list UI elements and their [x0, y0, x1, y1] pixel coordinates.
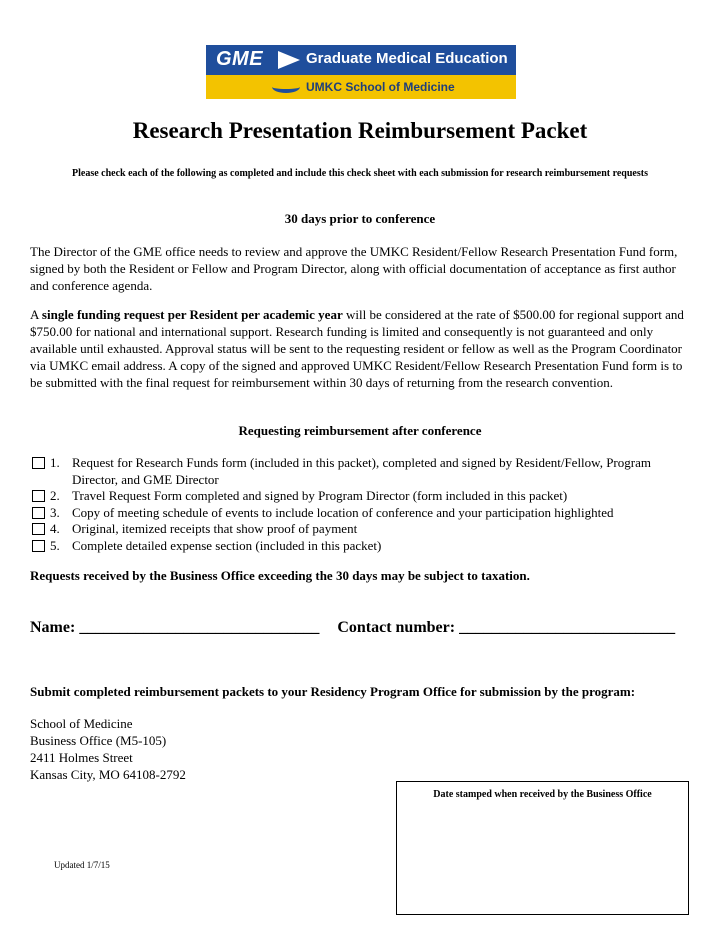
date-stamp-label: Date stamped when received by the Business Office: [433, 789, 652, 800]
checklist-item: [32, 488, 692, 505]
gme-logo: [206, 45, 516, 99]
checkbox[interactable]: [32, 523, 45, 535]
address-line: School of Medicine: [30, 716, 133, 731]
logo-top-band: [206, 45, 516, 75]
checklist-text: Request for Research Funds form (included in this packet), completed and signed by Resident/Fellow, Program Director, and GME Director: [72, 455, 651, 487]
address-line: Kansas City, MO 64108-2792: [30, 767, 186, 782]
page-subtitle: Please check each of the following as completed and include this check sheet with each submission for research reimbursement requests: [72, 168, 648, 179]
logo-school: UMKC School of Medicine: [306, 80, 455, 94]
address-line: Business Office (M5-105): [30, 733, 167, 748]
paragraph-funding-bold: single funding request per Resident per academic year: [41, 307, 343, 322]
contact-number-field[interactable]: Contact number: ___________________________: [337, 619, 676, 636]
checklist-number: 1.: [50, 455, 60, 470]
submit-instructions: Submit completed reimbursement packets to your Residency Program Office for submission by the program:: [30, 684, 636, 699]
paragraph-funding: [30, 306, 695, 391]
checklist-item: [32, 455, 692, 488]
checkbox[interactable]: [32, 507, 45, 519]
address-line: 2411 Holmes Street: [30, 750, 133, 765]
section-heading-prior: 30 days prior to conference: [284, 211, 436, 226]
logo-bottom-band: [206, 75, 516, 99]
paragraph-funding-rest: will be considered at the rate of $500.00 for regional support and $750.00 for national and international support. Research funding is limited and consequently is not guaranteed and only available until exhausted. Approval status will be sent to the requesting resident or fellow as well as the Program Coordinator via UMKC email address. A copy of the signed and approved UMKC Resident/Fellow Research Presentation Fund form is to be submitted with the final request for reimbursement within 30 days of returning from the research convention.: [30, 307, 684, 390]
checklist-text: Travel Request Form completed and signed by Program Director (form included in this packet): [72, 488, 568, 503]
name-field[interactable]: Name: ______________________________: [30, 619, 320, 636]
checklist-item: [32, 505, 692, 522]
swoosh-icon: [272, 81, 300, 93]
checklist: [32, 455, 692, 554]
arrow-icon: [278, 51, 300, 69]
paragraph-funding-start: A: [30, 307, 42, 322]
checklist-number: 3.: [50, 504, 60, 520]
updated-date: Updated 1/7/15: [54, 860, 110, 870]
checklist-item: [32, 521, 692, 538]
checklist-number: 2.: [50, 488, 60, 503]
checklist-number: 5.: [50, 537, 60, 553]
paragraph-director-review: The Director of the GME office needs to review and approve the UMKC Resident/Fellow Research Presentation Fund form, signed by both the Resident or Fellow and Program Director, along with official documentation of acceptance as first author and conference agenda.: [30, 244, 678, 293]
checkbox[interactable]: [32, 457, 45, 469]
date-stamp-box: [396, 781, 689, 915]
checkbox[interactable]: [32, 540, 45, 552]
logo-gme-text: GME: [216, 48, 264, 70]
section-heading-after: Requesting reimbursement after conference: [238, 423, 482, 438]
checklist-text: Original, itemized receipts that show proof of payment: [72, 521, 358, 536]
checklist-number: 4.: [50, 521, 60, 536]
checklist-text: Copy of meeting schedule of events to include location of conference and your participation highlighted: [72, 504, 614, 520]
checklist-item: [32, 538, 692, 555]
logo-title: Graduate Medical Education: [306, 50, 508, 67]
contact-fields: [30, 619, 695, 637]
page-title: Research Presentation Reimbursement Packet: [132, 118, 588, 143]
checklist-text: Complete detailed expense section (included in this packet): [72, 537, 382, 553]
mailing-address: [30, 715, 186, 783]
taxation-note: Requests received by the Business Office exceeding the 30 days may be subject to taxation.: [30, 568, 530, 583]
checkbox[interactable]: [32, 490, 45, 502]
